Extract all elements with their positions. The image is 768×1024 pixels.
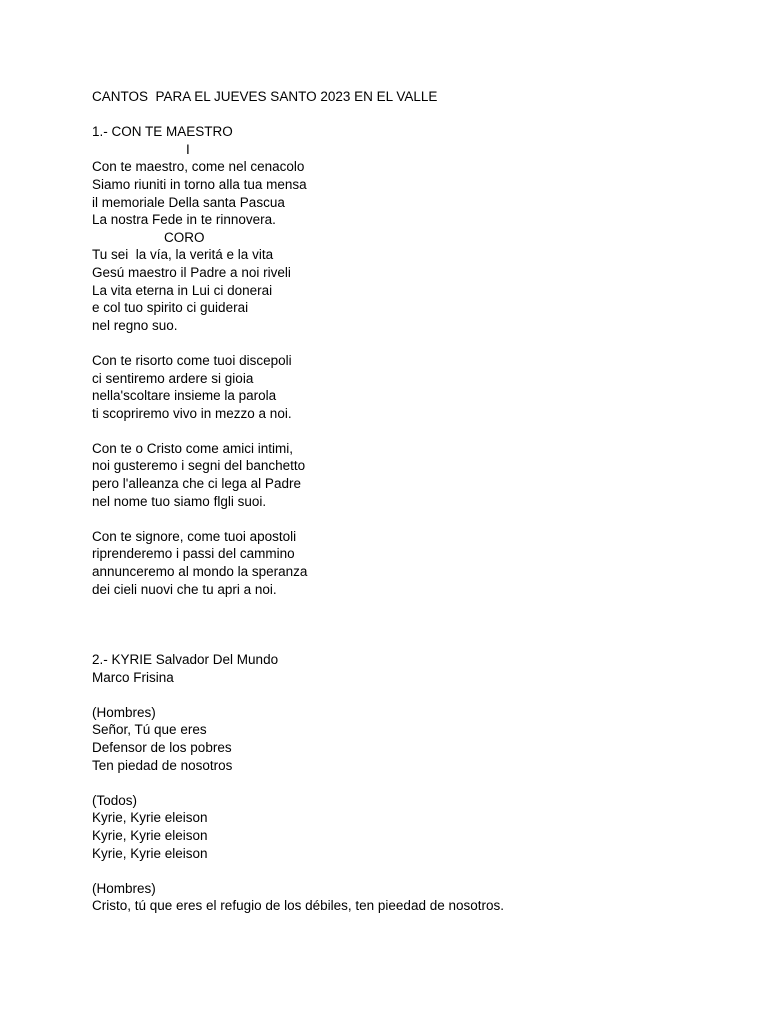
song1-chorus-line: e col tuo spirito ci guiderai: [92, 300, 249, 316]
song2-author: Marco Frisina: [92, 669, 174, 685]
song1-verse2-line: ti scopriremo vivo in mezzo a noi.: [92, 405, 292, 421]
song2-block2-label: (Todos): [92, 792, 138, 808]
song1-verse2-line: nella'scoltare insieme la parola: [92, 388, 277, 404]
spacer: [92, 598, 768, 651]
song1-chorus-line: La vita eterna in Lui ci donerai: [92, 282, 273, 298]
song2-block2-line: Kyrie, Kyrie eleison: [92, 827, 208, 843]
song2-block1-line: Defensor de los pobres: [92, 739, 232, 755]
song1-chorus-label: CORO: [164, 229, 205, 245]
song1-chorus-line: Gesú maestro il Padre a noi riveli: [92, 264, 291, 280]
song2-block2-line: Kyrie, Kyrie eleison: [92, 810, 208, 826]
song1-verse2-line: ci sentiremo ardere si gioia: [92, 370, 254, 386]
spacer: [92, 510, 768, 528]
song1-chorus-line: nel regno suo.: [92, 317, 178, 333]
song1-verse3-line: pero l'alleanza che ci lega al Padre: [92, 476, 301, 492]
song2-block3-label: (Hombres): [92, 880, 156, 896]
spacer: [92, 106, 768, 124]
song1-verse4-line: annunceremo al mondo la speranza: [92, 564, 308, 580]
song2-block1-line: Señor, Tú que eres: [92, 722, 207, 738]
song1-verse3-line: noi gusteremo i segni del banchetto: [92, 458, 306, 474]
song1-verse1-line: Siamo riuniti in torno alla tua mensa: [92, 176, 307, 192]
song1-part-marker: I: [186, 141, 190, 157]
song1-verse1-line: il memoriale Della santa Pascua: [92, 194, 285, 210]
song1-verse4-line: Con te signore, come tuoi apostoli: [92, 528, 297, 544]
spacer: [92, 862, 768, 880]
song2-block2-line: Kyrie, Kyrie eleison: [92, 845, 208, 861]
spacer: [92, 334, 768, 352]
spacer: [92, 774, 768, 792]
song2-block1-line: Ten piedad de nosotros: [92, 757, 233, 773]
song1-verse1-line: La nostra Fede in te rinnovera.: [92, 212, 276, 228]
song1-verse1-line: Con te maestro, come nel cenacolo: [92, 159, 305, 175]
spacer: [92, 422, 768, 440]
song1-verse3-line: Con te o Cristo come amici intimi,: [92, 440, 294, 456]
song1-verse4-line: riprenderemo i passi del cammino: [92, 546, 295, 562]
document-title: CANTOS PARA EL JUEVES SANTO 2023 EN EL VALLE: [92, 89, 438, 104]
song2-block1-label: (Hombres): [92, 704, 156, 720]
song2-heading: 2.- KYRIE Salvador Del Mundo: [92, 652, 279, 668]
song1-verse2-line: Con te risorto come tuoi discepoli: [92, 352, 292, 368]
spacer: [92, 686, 768, 704]
song2-block3-line: Cristo, tú que eres el refugio de los débiles, ten pieedad de nosotros.: [92, 898, 505, 914]
song1-verse3-line: nel nome tuo siamo flgli suoi.: [92, 493, 267, 509]
song1-verse4-line: dei cieli nuovi che tu apri a noi.: [92, 581, 277, 597]
song1-heading: 1.- CON TE MAESTRO: [92, 124, 233, 140]
song1-chorus-line: Tu sei la vía, la veritá e la vita: [92, 247, 274, 263]
